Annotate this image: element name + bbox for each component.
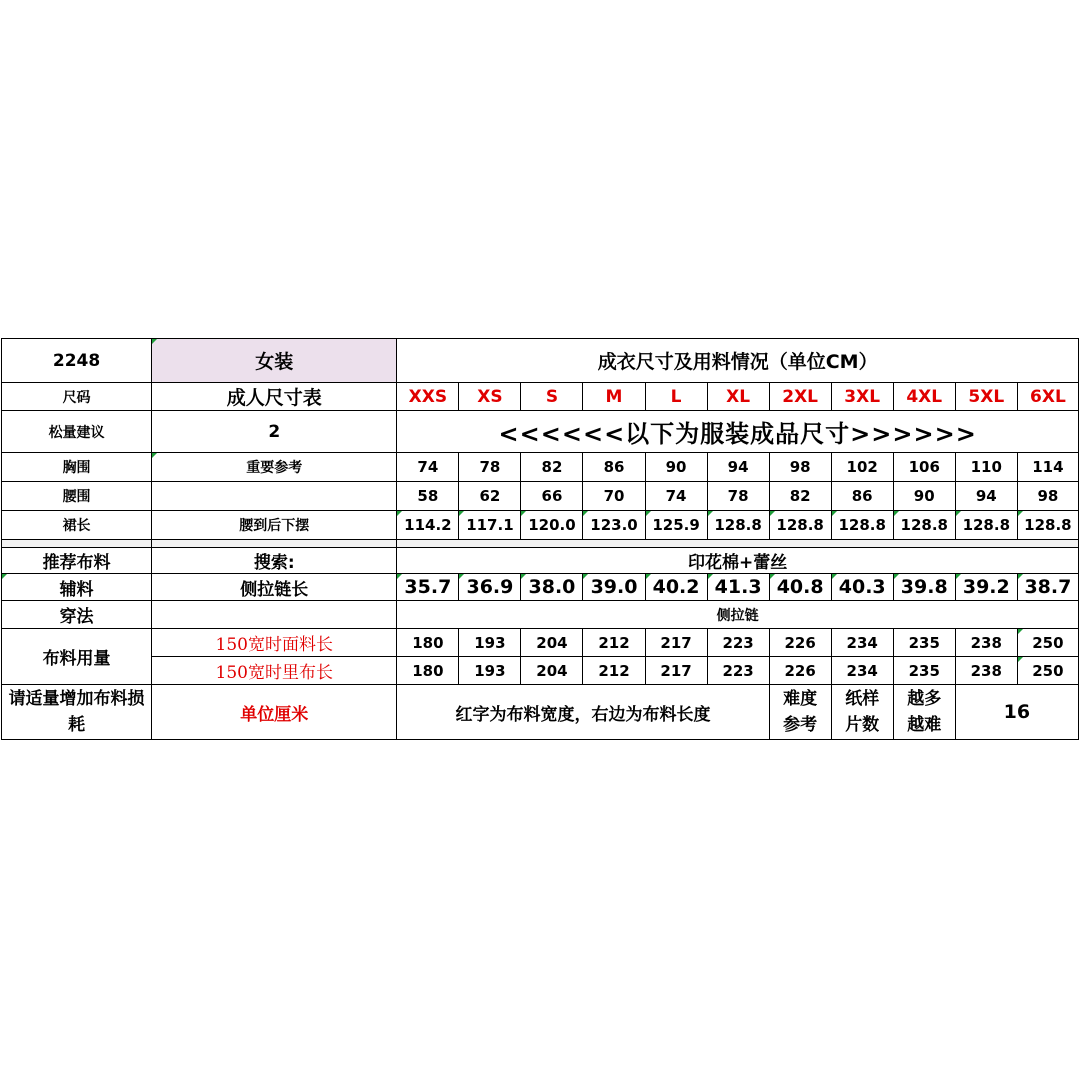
usage-value: 223 — [707, 657, 769, 685]
measurement-value: 90 — [893, 482, 955, 511]
size-header: 6XL — [1017, 383, 1078, 411]
size-header: S — [521, 383, 583, 411]
fabric-value: 印花棉+蕾丝 — [397, 548, 1079, 574]
usage-value: 250 — [1017, 657, 1078, 685]
usage-value: 235 — [893, 657, 955, 685]
zipper-length: 35.7 — [397, 574, 459, 601]
fabric-search: 搜索: — [152, 548, 397, 574]
accessory-row — [2, 574, 1079, 601]
wear-row — [2, 601, 1079, 629]
ease-row — [2, 411, 1079, 453]
measurement-value: 66 — [521, 482, 583, 511]
measurement-value: 123.0 — [583, 511, 645, 540]
size-header: L — [645, 383, 707, 411]
measurement-value: 74 — [397, 453, 459, 482]
measurement-value: 114.2 — [397, 511, 459, 540]
usage-value: 226 — [769, 629, 831, 657]
difficulty-label: 难度参考 — [769, 685, 831, 740]
fabric-row — [2, 548, 1079, 574]
size-label: 尺码 — [2, 383, 152, 411]
usage-value: 212 — [583, 629, 645, 657]
zipper-length: 36.9 — [459, 574, 521, 601]
measurement-value: 62 — [459, 482, 521, 511]
pattern-piece-count: 16 — [955, 685, 1078, 740]
usage-item: 150宽时里布长 — [152, 657, 397, 685]
zipper-length: 40.3 — [831, 574, 893, 601]
usage-value: 180 — [397, 657, 459, 685]
usage-value: 180 — [397, 629, 459, 657]
ease-label: 松量建议 — [2, 411, 152, 453]
section-separator — [2, 540, 1079, 548]
measurement-label: 胸围 — [2, 453, 152, 482]
measurement-value: 128.8 — [955, 511, 1017, 540]
category-cell: 女装 — [152, 339, 397, 383]
measurement-value: 125.9 — [645, 511, 707, 540]
unit-note: 单位厘米 — [152, 685, 397, 740]
size-header: 5XL — [955, 383, 1017, 411]
measurement-row — [2, 511, 1079, 540]
accessory-item: 侧拉链长 — [152, 574, 397, 601]
usage-item: 150宽时面料长 — [152, 629, 397, 657]
usage-value: 250 — [1017, 629, 1078, 657]
measurement-label: 腰围 — [2, 482, 152, 511]
measurement-value: 102 — [831, 453, 893, 482]
measurement-row — [2, 482, 1079, 511]
wear-value: 侧拉链 — [397, 601, 1079, 629]
usage-row — [2, 657, 1079, 685]
chart-name: 成人尺寸表 — [152, 383, 397, 411]
finished-size-banner: <<<<<<以下为服装成品尺寸>>>>>> — [397, 411, 1079, 453]
measurement-value: 98 — [1017, 482, 1078, 511]
size-header: 2XL — [769, 383, 831, 411]
accessory-label: 辅料 — [2, 574, 152, 601]
usage-value: 217 — [645, 657, 707, 685]
measurement-value: 94 — [707, 453, 769, 482]
usage-value: 235 — [893, 629, 955, 657]
measurement-value: 82 — [521, 453, 583, 482]
usage-value: 193 — [459, 629, 521, 657]
measurement-value: 128.8 — [1017, 511, 1078, 540]
measurement-value: 90 — [645, 453, 707, 482]
measurement-value: 120.0 — [521, 511, 583, 540]
usage-value: 234 — [831, 629, 893, 657]
size-header: 3XL — [831, 383, 893, 411]
usage-value: 217 — [645, 629, 707, 657]
measurement-value: 94 — [955, 482, 1017, 511]
size-header: M — [583, 383, 645, 411]
zipper-length: 41.3 — [707, 574, 769, 601]
measurement-value: 86 — [831, 482, 893, 511]
size-chart-sheet — [0, 338, 1080, 740]
sheet-title: 成衣尺寸及用料情况（单位CM） — [397, 339, 1079, 383]
measurement-note — [152, 482, 397, 511]
usage-value: 238 — [955, 629, 1017, 657]
measurement-value: 86 — [583, 453, 645, 482]
measurement-value: 128.8 — [893, 511, 955, 540]
zipper-length: 38.7 — [1017, 574, 1078, 601]
harder-label: 越多越难 — [893, 685, 955, 740]
size-header: XXS — [397, 383, 459, 411]
usage-value: 226 — [769, 657, 831, 685]
measurement-note: 重要参考 — [152, 453, 397, 482]
zipper-length: 39.0 — [583, 574, 645, 601]
size-header: XL — [707, 383, 769, 411]
measurement-value: 117.1 — [459, 511, 521, 540]
ease-value: 2 — [152, 411, 397, 453]
zipper-length: 40.8 — [769, 574, 831, 601]
measurement-value: 114 — [1017, 453, 1078, 482]
size-header: XS — [459, 383, 521, 411]
usage-value: 238 — [955, 657, 1017, 685]
usage-value: 223 — [707, 629, 769, 657]
usage-value: 234 — [831, 657, 893, 685]
measurement-row — [2, 453, 1079, 482]
header-row — [2, 339, 1079, 383]
measurement-value: 78 — [459, 453, 521, 482]
usage-value: 193 — [459, 657, 521, 685]
measurement-value: 82 — [769, 482, 831, 511]
measurement-value: 78 — [707, 482, 769, 511]
measurement-value: 128.8 — [831, 511, 893, 540]
measurement-value: 110 — [955, 453, 1017, 482]
measurement-value: 70 — [583, 482, 645, 511]
measurement-value: 98 — [769, 453, 831, 482]
loss-note: 请适量增加布料损耗 — [2, 685, 152, 740]
usage-value: 212 — [583, 657, 645, 685]
zipper-length: 40.2 — [645, 574, 707, 601]
measurement-note: 腰到后下摆 — [152, 511, 397, 540]
measurement-value: 74 — [645, 482, 707, 511]
measurement-value: 128.8 — [769, 511, 831, 540]
footer-row — [2, 685, 1079, 740]
size-table — [1, 338, 1079, 740]
sizes-row — [2, 383, 1079, 411]
measurement-label: 裙长 — [2, 511, 152, 540]
fabric-label: 推荐布料 — [2, 548, 152, 574]
usage-value: 204 — [521, 657, 583, 685]
zipper-length: 39.8 — [893, 574, 955, 601]
size-header: 4XL — [893, 383, 955, 411]
usage-label: 布料用量 — [2, 629, 152, 685]
style-code: 2248 — [2, 339, 152, 383]
measurement-value: 128.8 — [707, 511, 769, 540]
zipper-length: 38.0 — [521, 574, 583, 601]
pieces-label: 纸样片数 — [831, 685, 893, 740]
measurement-value: 106 — [893, 453, 955, 482]
measurement-value: 58 — [397, 482, 459, 511]
wear-label: 穿法 — [2, 601, 152, 629]
usage-value: 204 — [521, 629, 583, 657]
zipper-length: 39.2 — [955, 574, 1017, 601]
usage-row — [2, 629, 1079, 657]
color-explanation: 红字为布料宽度，右边为布料长度 — [397, 685, 769, 740]
